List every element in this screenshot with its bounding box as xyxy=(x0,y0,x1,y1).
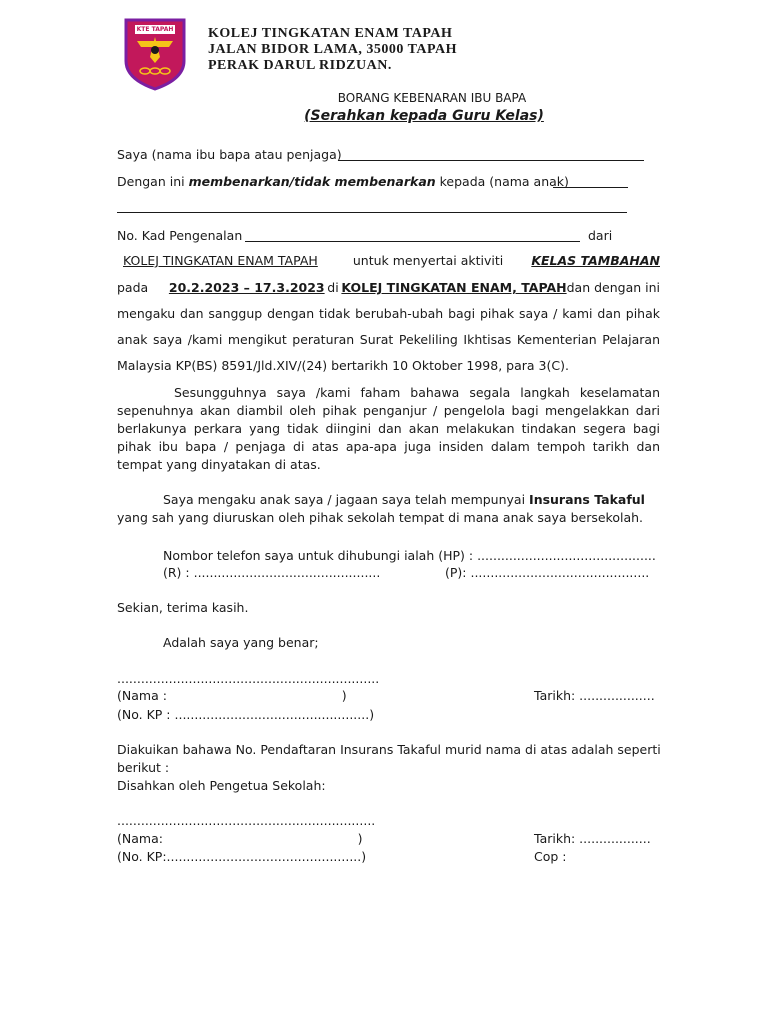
consent-choice: membenarkan/tidak membenarkan xyxy=(188,174,436,189)
activity-field: KELAS TAMBAHAN xyxy=(531,253,660,268)
venue-field: KOLEJ TINGKATAN ENAM, TAPAH xyxy=(341,280,567,295)
principal-signature-line[interactable]: ................................................................. xyxy=(117,813,376,828)
consent-line xyxy=(117,173,569,191)
parent-name-bracket[interactable]: (Nama : ) xyxy=(117,688,347,703)
principal-date[interactable]: Tarikh: .................. xyxy=(534,831,651,846)
activity-line xyxy=(117,252,660,270)
school-name: KOLEJ TINGKATAN ENAM TAPAH xyxy=(208,26,453,41)
phone-r[interactable]: (R) : ............................................... xyxy=(163,565,381,580)
parent-name-field[interactable] xyxy=(338,160,644,161)
stamp-label: Cop : xyxy=(534,849,567,864)
insurance-bold: Insurans Takaful xyxy=(529,492,645,507)
parent-date[interactable]: Tarikh: ................... xyxy=(534,688,655,703)
at-label: di xyxy=(327,280,339,295)
parent-name-label: Saya (nama ibu bapa atau penjaga) xyxy=(117,147,342,162)
principal-ic-bracket[interactable]: (No. KP:.................................................) xyxy=(117,849,367,864)
ic-label: No. Kad Pengenalan xyxy=(117,228,243,243)
logo-text: KTE TAPAH xyxy=(136,26,174,33)
school-address: JALAN BIDOR LAMA, 35000 TAPAH xyxy=(208,42,458,57)
parent-ic-bracket[interactable]: (No. KP : .................................................) xyxy=(117,707,375,722)
form-title: BORANG KEBENARAN IBU BAPA xyxy=(337,91,527,105)
ic-from-label: dari xyxy=(588,228,613,243)
letterhead xyxy=(208,26,457,74)
acknowledge-text: Diakuikan bahawa No. Pendaftaran Insurans Takaful murid nama di atas adalah seperti berikut : xyxy=(117,742,661,775)
approved-label: Disahkan oleh Pengetua Sekolah: xyxy=(117,778,326,793)
school-logo xyxy=(123,17,187,91)
para1-line3: anak saya /kami mengikut peraturan Surat Pekeliling Ikhtisas Kementerian Pelajaran xyxy=(117,332,660,347)
principal-name-bracket[interactable]: (Nama: ) xyxy=(117,831,363,846)
consent-post: kepada (nama anak) xyxy=(435,174,569,189)
form-subtitle: (Serahkan kepada Guru Kelas) xyxy=(304,108,544,124)
parent-signature-line[interactable]: .................................................................. xyxy=(117,671,380,686)
on-label: pada xyxy=(117,280,149,295)
para1-line2: mengaku dan sanggup dengan tidak berubah-ubah bagi pihak saya / kami dan pihak xyxy=(117,306,660,321)
sincerely-text: Adalah saya yang benar; xyxy=(163,635,319,650)
para1-line4: Malaysia KP(BS) 8591/Jld.XIV/(24) bertarikh 10 Oktober 1998, para 3(C). xyxy=(117,358,569,373)
child-name-field[interactable] xyxy=(553,187,628,188)
phone-hp[interactable]: Nombor telefon saya untuk dihubungi ialah (HP) : ............................................. xyxy=(163,548,656,563)
school-name-field: KOLEJ TINGKATAN ENAM TAPAH xyxy=(123,253,318,268)
school-state: PERAK DARUL RIDZUAN. xyxy=(208,58,392,73)
insurance-paragraph xyxy=(117,491,660,527)
ic-field[interactable] xyxy=(245,241,580,242)
phone-p[interactable]: (P): ............................................. xyxy=(445,565,650,580)
insurance-pre: Saya mengaku anak saya / jagaan saya telah mempunyai xyxy=(163,492,530,507)
insurance-post: yang sah yang diuruskan oleh pihak sekolah tempat di mana anak saya bersekolah. xyxy=(117,510,644,525)
closing-text: Sekian, terima kasih. xyxy=(117,600,249,615)
date-venue-line xyxy=(117,279,660,297)
child-name-field-continued[interactable] xyxy=(117,212,627,213)
join-text: untuk menyertai aktiviti xyxy=(352,253,504,268)
venue-post: dan dengan ini xyxy=(566,280,660,295)
consent-pre: Dengan ini xyxy=(117,174,189,189)
safety-paragraph: Sesungguhnya saya /kami faham bahawa segala langkah keselamatan sepenuhnya akan diambil oleh pihak penganjur / pengelola bagi mengelakkan dari berlakunya perkara yang tidak diingini dan akan melakukan tindakan segera bagi pihak ibu bapa / penjaga di atas apa-apa juga insiden dalam tempoh tarikh dan tempat yang dinyatakan di atas. xyxy=(117,385,660,472)
dates-field: 20.2.2023 – 17.3.2023 xyxy=(168,280,325,295)
